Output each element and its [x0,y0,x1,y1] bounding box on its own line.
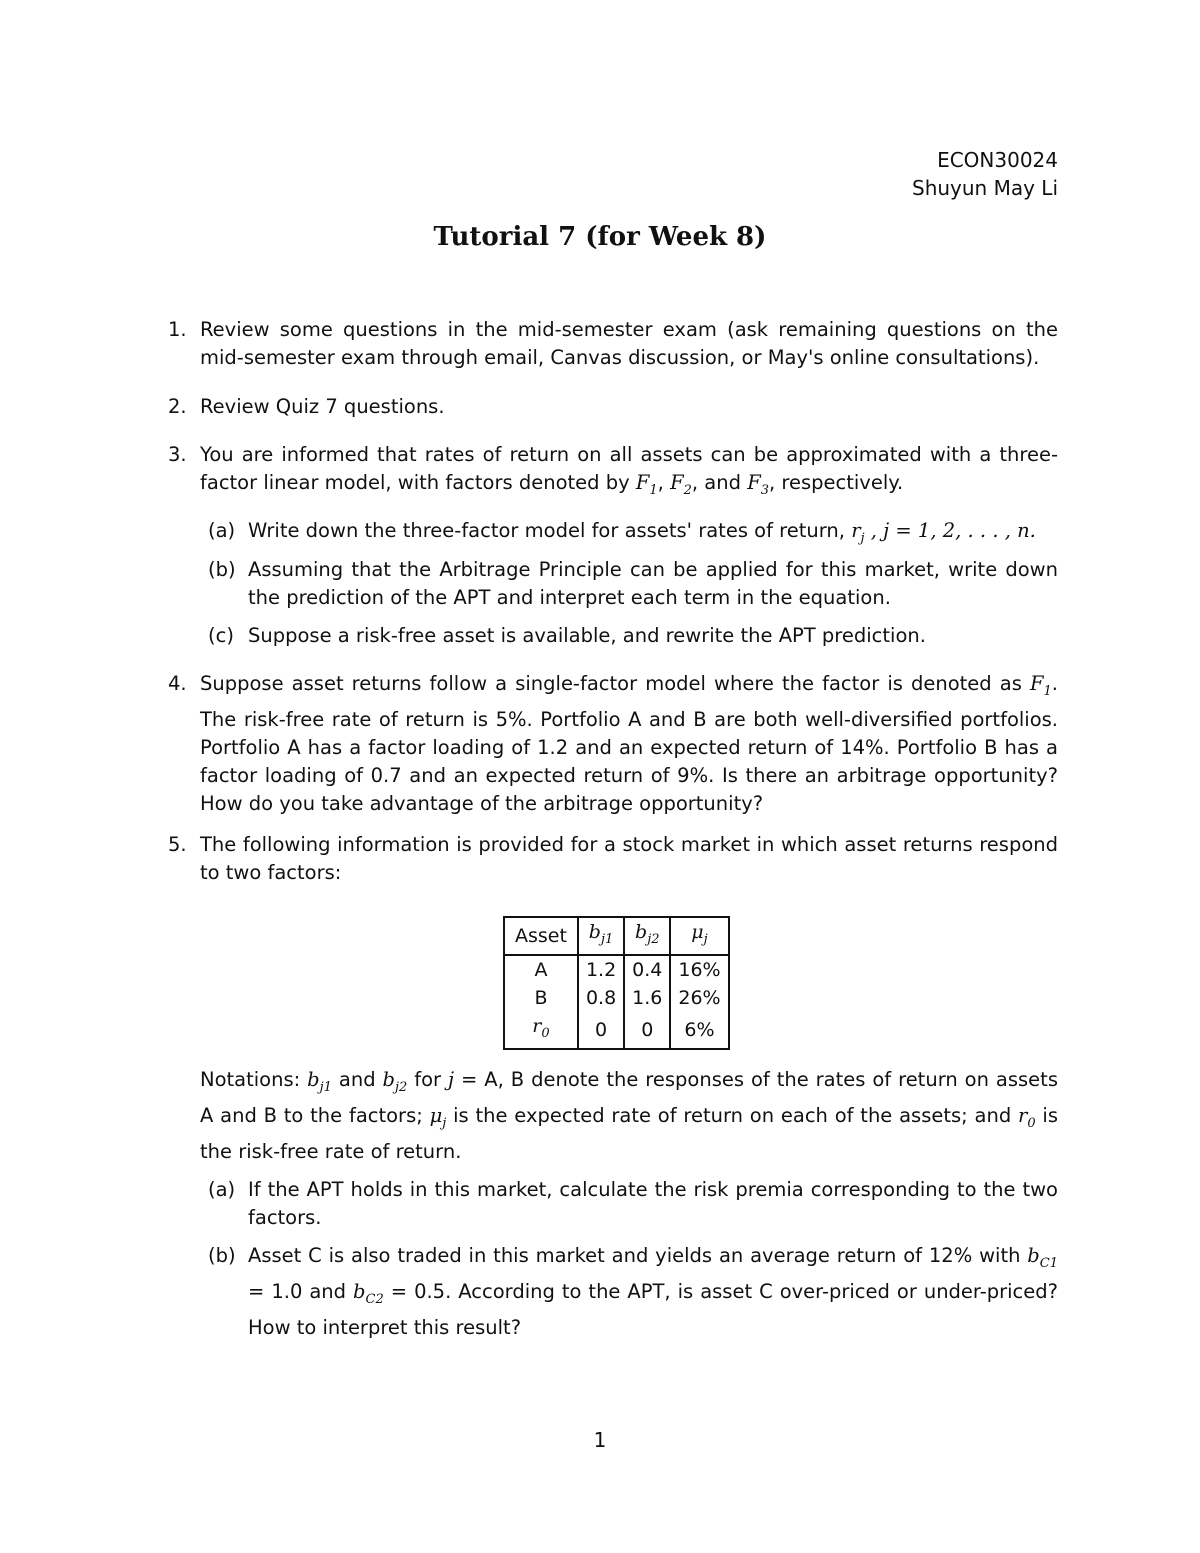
cell-b1: 1.2 [578,955,624,984]
math-subscript: C2 [365,1291,384,1307]
cell-b2: 1.6 [624,984,670,1012]
question-number: 4. [168,672,187,695]
text-run: is the expected rate of return on each of the assets; and [446,1103,1019,1127]
math-symbol: b [382,1068,395,1091]
question-2 [168,393,1058,421]
question-5 [168,831,1058,887]
math-subscript: 3 [760,482,769,498]
text-run: . The risk-free rate of return is 5%. Portfolio A and B are both well-diversified portfolios. Portfolio A has a factor loading of 1.2 and an expected return of 14%. Portfolio B has a factor loading of 0.7 and an expected return of 9%. Is there an arbitrage opportunity? How do you take advantage of the arbitrage opportunity? [200,672,1058,815]
cell-asset [504,1012,578,1049]
question-text: The following information is provided for a stock market in which asset returns respond to two factors: [200,833,1058,884]
question-5a [208,1176,1058,1232]
math-symbol: b [353,1279,366,1303]
column-header [670,917,728,955]
column-header [578,917,624,955]
cell-b2: 0 [624,1012,670,1049]
math-subscript: 2 [683,482,692,498]
question-3a [208,517,1058,553]
math-subscript: C1 [1039,1255,1058,1271]
question-text [200,670,1058,818]
math-subscript: j [860,530,865,546]
question-text: Review some questions in the mid-semester exam (ask remaining questions on the mid-semester exam through email, Canvas discussion, or May's online consultations). [200,318,1058,369]
column-header [504,917,578,955]
math-symbol: j [448,1068,455,1091]
question-text [200,441,1058,505]
math-symbol: r [1018,1103,1028,1127]
subquestion-label: (a) [208,1178,236,1201]
question-3b [208,556,1058,612]
math-subscript: 1 [649,482,658,498]
text-run: is the risk-free rate of return. [200,1103,1058,1163]
header-symbol: μ [691,921,704,943]
text-run: Notations: [200,1068,308,1091]
text-run: Write down the three-factor model for assets' rates of return, [248,519,852,542]
math-symbol: b [1027,1244,1040,1267]
math-symbol: F [747,471,761,494]
cell-mu: 6% [670,1012,728,1049]
math-subscript: j2 [395,1079,408,1095]
cell-b2: 0.4 [624,955,670,984]
header-subscript: j1 [600,931,614,947]
table-row [504,1012,729,1049]
table-row [504,955,729,984]
subquestion-label: (a) [208,519,236,542]
page-title: Tutorial 7 (for Week 8) [433,222,767,252]
math-symbol: r [851,519,861,542]
text-run: , [657,471,671,494]
subquestion-label: (b) [208,1244,236,1267]
table-row [504,984,729,1012]
text-run: , and [691,471,748,494]
question-5b [208,1242,1058,1342]
asset-symbol: r [532,1014,542,1037]
math-subscript: j1 [319,1079,332,1095]
subquestion-label: (c) [208,624,234,647]
math-symbol: b [307,1068,320,1091]
question-3c [208,622,1058,650]
table-header-row [504,917,729,955]
asset-subscript: 0 [541,1025,550,1041]
text-run: = A, B denote the responses of the rates of return on assets A and B to the factors; [200,1068,1058,1127]
cell-b1: 0.8 [578,984,624,1012]
math-symbol: F [1029,672,1044,695]
subquestion-text: If the APT holds in this market, calculate the risk premia corresponding to the two factors. [248,1178,1058,1229]
course-code: ECON30024 [937,148,1058,172]
text-run: You are informed that rates of return on all assets can be approximated with a three-factor linear model, with factors denoted by [200,443,1058,494]
author-name: Shuyun May Li [912,176,1058,200]
question-number: 3. [168,443,187,466]
cell-asset: B [504,984,578,1012]
factor-table [503,916,730,1050]
text-run: Asset C is also traded in this market and yields an average return of 12% with [248,1244,1028,1267]
math-subscript: 0 [1027,1115,1036,1131]
question-1 [168,316,1058,372]
cell-mu: 26% [670,984,728,1012]
header-symbol: b [635,921,648,943]
math-expression: , j = 1, 2, . . . , n. [864,519,1036,542]
math-subscript: j [442,1115,447,1131]
text-run: = 1.0 and [248,1279,354,1303]
question-text: Review Quiz 7 questions. [200,395,445,418]
subquestion-label: (b) [208,558,236,581]
math-subscript: 1 [1043,683,1052,699]
text-run: and [331,1068,383,1091]
header-symbol: b [588,921,601,943]
cell-asset: A [504,955,578,984]
subquestion-text [248,517,1058,553]
cell-b1: 0 [578,1012,624,1049]
header-text: Asset [515,924,567,947]
question-number: 2. [168,395,187,418]
text-run: for [407,1068,449,1091]
notation-paragraph [200,1066,1058,1166]
header-subscript: j [703,931,708,947]
cell-mu: 16% [670,955,728,984]
subquestion-text [248,1242,1058,1342]
question-4 [168,670,1058,818]
math-symbol: μ [429,1103,443,1127]
text-run: , respectively. [769,471,904,494]
header-subscript: j2 [647,931,660,947]
header [912,146,1058,202]
text-run: Suppose asset returns follow a single-factor model where the factor is denoted as [200,672,1030,695]
column-header [624,917,670,955]
subquestion-text: Suppose a risk-free asset is available, and rewrite the APT prediction. [248,624,926,647]
question-number: 5. [168,833,187,856]
question-number: 1. [168,318,187,341]
subquestion-text: Assuming that the Arbitrage Principle can be applied for this market, write down the prediction of the APT and interpret each term in the equation. [248,558,1058,609]
text-run: = 0.5. According to the APT, is asset C over-priced or under-priced? How to interpret this result? [248,1279,1058,1339]
math-symbol: F [670,471,684,494]
math-symbol: F [635,471,650,494]
question-3 [168,441,1058,505]
page-number: 1 [593,1428,607,1452]
